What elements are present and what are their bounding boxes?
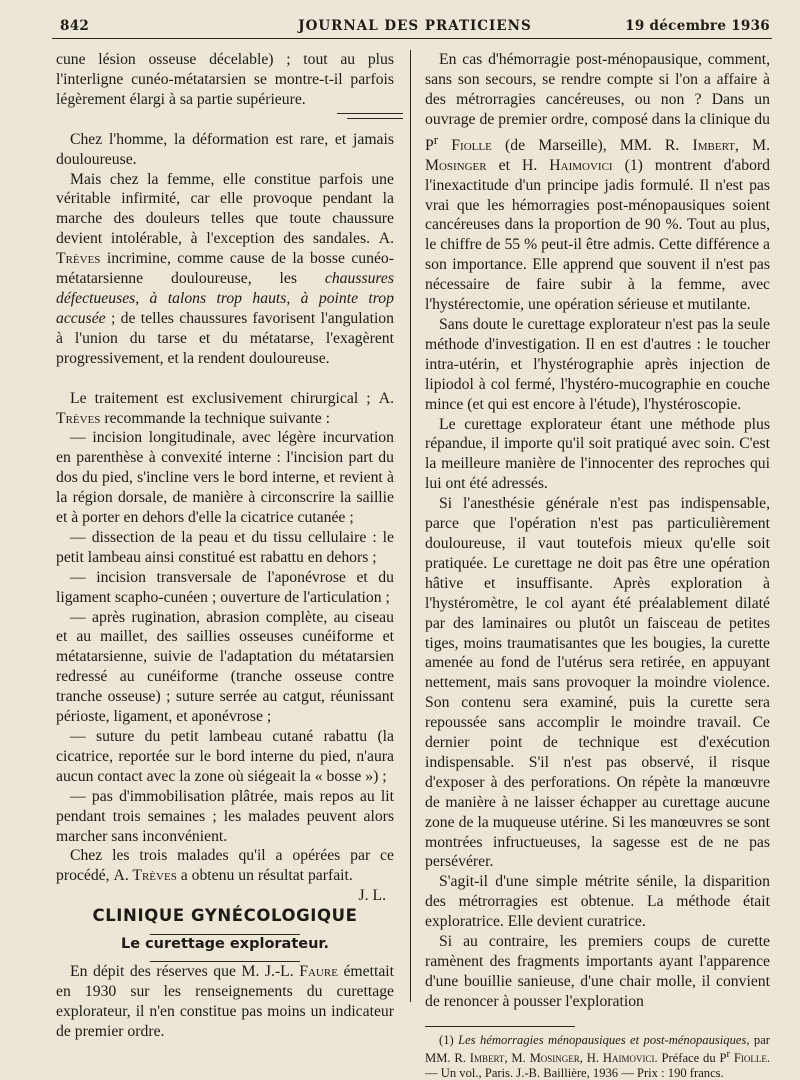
author-name: A. Trèves [113,867,177,885]
page-header [60,14,770,38]
paragraph: En dépit des réserves que M. J.-L. Faure émettait en 1930 sur les renseignements du curettage explorateur, il n'en constitue pas moins un indicateur de premier ordre. [56,962,394,1040]
left-column [56,50,394,1042]
paragraph: Le curettage explorateur étant une méthode plus répandue, il importe qu'il soit pratiqué avec soin. C'est la meilleure manière de l'innocenter des reproches qui lui ont été adressés. [425,415,770,493]
signature: J. L. [358,887,386,905]
paragraph: S'agit-il d'une simple métrite sénile, la disparition des métrorragies est obtenue. La méthode était exploratrice. Elle devient curatrice. [425,873,770,931]
author-name: A. Trèves [56,389,394,427]
list-item: — incision longitudinale, avec légère incurvation en parenthèse à convexité interne : l'incision part du dos du pied, s'incline vers le bord interne, et revient à la région dorsale, de manière à circonscrire la saillie et à porter en dehors d'elle la cicatrice cutanée ; [56,429,394,527]
list-item: — après rugination, abrasion complète, au ciseau et au maillet, des saillies osseuses cunéiforme et métatarsienne, suivie de l'adaptation du métatarsien redressé au cunéiforme (tranche osseuse contre tranche osseuse) ; suture serrée au catgut, réunissant périoste, ligament, et aponévrose ; [56,608,394,726]
header-rule [52,38,772,39]
column-divider [410,50,411,1002]
right-column [425,50,770,1080]
issue-date: 19 décembre 1936 [625,18,770,34]
author-name: Mosinger [425,156,487,174]
paragraph: En cas d'hémorragie post-ménopausique, comment, sans son secours, se rendre compte si l'on a affaire à des métrorragies cancéreuses, ou non ? Dans un ouvrage de premier ordre, composé dans la clinique du $P^r$ Fiolle (de Marseille), MM. R. Imbert, M. Mosinger et H. Haimovici (1) montrent d'abord l'inexactitude d'un principe jadis formulé. Il n'est pas vrai que les hémorragies post-ménopausiques soient cancéreuses dans la proportion de 90 %. Tout au plus, le chiffre de 55 % peut-il être admis. Cette différence a son importance. Elle apprend que souvent il n'est pas nécessaire de faire subir à la femme, avec l'hystérectomie, une opération sérieuse et mutilante. [425,51,771,314]
paragraph: Si l'anesthésie générale n'est pas indispensable, parce que l'opération n'est pas particulièrement douloureuse, il vaut toutefois mieux qu'elle soit pratiquée. Le curettage ne doit pas être une opération hâtive et insuffisante. Après exploration à l'hystéromètre, le col ayant été préalablement dilaté par des laminaires ou plutôt un faisceau de petites tiges, moins traumatisantes que les bougies, la curette amenée au fond de l'utérus sera retirée, en appuyant nettement, mais sans provoquer la moindre violence. Son contenu sera examiné, puis la curette sera repoussée sans accomplir le moindre travail. Ce dernier point de technique est d'exécution indispensable. S'il n'est pas observé, il risque d'exposer à des perforations. On répète la manœuvre de manière à ne laisser échapper au curettage aucune zone de la muqueuse utérine. Si les manœuvres se sont montrées infructueuses, la sagesse est de ne pas persévérer. [425,495,770,871]
footnote: (1) Les hémorragies ménopausiques et post-ménopausiques, par MM. R. Imbert, M. Mosinger, H. Haimovici. Préface du $P^r$ Fiolle. — Un vol., Paris. J.-B. Baillière, 1936 — Prix : 190 francs. [425,1032,770,1080]
article-title: Le curettage explorateur. [120,936,330,953]
journal-title: JOURNAL DES PRATICIENS [298,18,532,34]
author-name: Imbert [692,136,735,154]
list-item: — dissection de la peau et du tissu cellulaire : le petit lambeau ainsi constitué est rabattu en dehors ; [56,528,394,566]
author-name: Fiolle [438,136,492,154]
footnote-rule [425,1026,575,1027]
author-name: Haimovici [549,156,613,174]
paragraph: Le traitement est exclusivement chirurgical ; A. Trèves recommande la technique suivante : [56,389,394,427]
list-item: — pas d'immobilisation plâtrée, mais repos au lit pendant trois semaines ; les malades peuvent alors marcher sans inconvénient. [56,787,394,845]
paragraph: Chez les trois malades qu'il a opérées par ce procédé, A. Trèves a obtenu un résultat parfait. [56,847,394,885]
emphasis: chaussures défectueuses, à talons trop hauts, à pointe trop accusée [56,270,394,327]
author-name: Faure [299,962,338,980]
author-name: A. Trèves [56,230,395,268]
list-item: — suture du petit lambeau cutané rabattu (la cicatrice, reportée sur le bord interne du pied, n'aura aucun contact avec la zone où siégeait la « bosse ») ; [56,728,394,785]
page-number: 842 [60,18,90,34]
section-title: CLINIQUE GYNÉCOLOGIQUE [92,906,358,926]
paragraph: cune lésion osseuse décelable) ; tout au plus l'interligne cunéo-métatarsien se montre-t-il parfois légèrement élargi à sa partie supérieure. [56,51,394,108]
paragraph: Mais chez la femme, elle constitue parfois une véritable infirmité, car elle provoque pendant la marche des douleurs telles que toute chaussure devient intolérable, à l'exception des sandales. A. Trèves incrimine, comme cause de la bosse cunéo-métatarsienne douloureuse, les chaussures défectueuses, à talons trop hauts, à pointe trop accusée ; de telles chaussures favorisent l'angulation à l'union du tarse et du métatarse, l'exagèrent progressivement, et la rendent douloureuse. [56,170,395,367]
paragraph: Sans doute le curettage explorateur n'est pas la seule méthode d'investigation. Il en est d'autres : le toucher intra-utérin, et l'hystérographie après injection de lipiodol à col fermé, l'hystéro-mucographie en couche mince (et qui est encore à l'étude), l'hystéroscopie. [425,316,770,413]
paragraph: Si au contraire, les premiers coups de curette ramènent des fragments importants ayant l'apparence d'une bouillie sanieuse, d'une chair molle, il convient de renoncer à pousser l'exploration [425,933,770,1010]
list-item: — incision transversale de l'aponévrose et du ligament scapho-cunéen ; ouverture de l'articulation ; [56,568,394,606]
paragraph: Chez l'homme, la déformation est rare, et jamais douloureuse. [56,130,394,168]
